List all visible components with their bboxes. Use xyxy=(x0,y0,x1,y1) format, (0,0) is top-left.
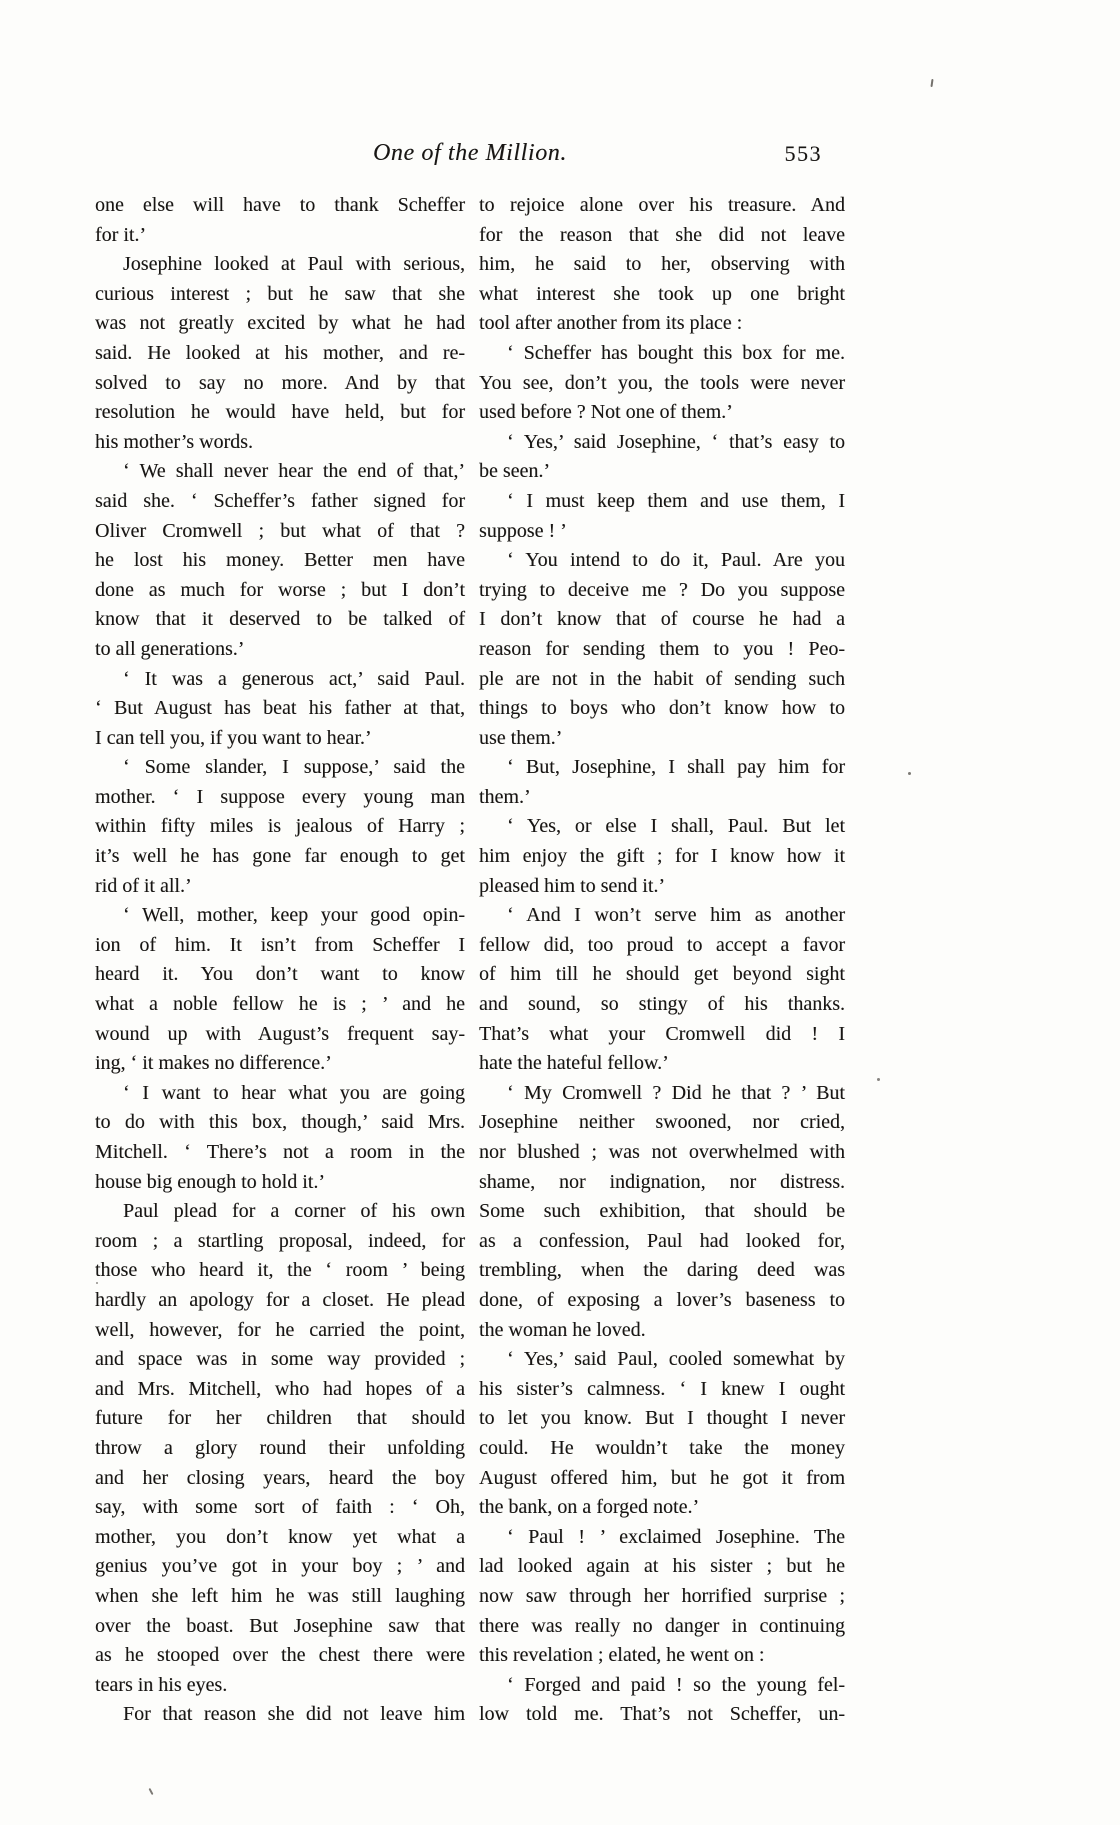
page-header xyxy=(95,138,845,172)
text-line: what a noble fellow he is ; ’ and he xyxy=(95,993,465,1016)
text-line: rid of it all.’ xyxy=(95,874,192,897)
text-line: pleased him to send it.’ xyxy=(479,874,666,897)
text-line: used before ? Not one of them.’ xyxy=(479,401,733,424)
text-line: to rejoice alone over his treasure. And xyxy=(479,194,845,216)
running-title: One of the Million. xyxy=(372,140,568,166)
text-line: I can tell you, if you want to hear.’ xyxy=(95,726,372,749)
text-line: solved to say no more. And by that xyxy=(95,371,465,394)
text-line: ‘ But August has beat his father at that, xyxy=(95,697,465,720)
text-line: the bank, on a forged note.’ xyxy=(479,1496,700,1519)
scan-speck xyxy=(877,1078,880,1081)
text-line: them.’ xyxy=(479,785,531,808)
text-line: ‘ Paul ! ’ exclaimed Josephine. The xyxy=(507,1525,845,1548)
text-line: those who heard it, the ‘ room ’ being xyxy=(95,1259,465,1282)
text-line: was not greatly excited by what he had xyxy=(95,312,465,335)
text-line: tool after another from its place : xyxy=(479,312,743,335)
text-line: reason for sending them to you ! Peo- xyxy=(479,637,845,660)
text-line: and her closing years, heard the boy xyxy=(95,1466,465,1489)
text-line: be seen.’ xyxy=(479,460,551,483)
scan-speck xyxy=(96,1282,98,1284)
text-line: room ; a startling proposal, indeed, for xyxy=(95,1229,465,1252)
text-line: hardly an apology for a closet. He plead xyxy=(95,1288,465,1311)
text-line: as a confession, Paul had looked for, xyxy=(479,1229,845,1252)
text-line: heard it. You don’t want to know xyxy=(95,963,465,986)
text-line: now saw through her horrified surprise ; xyxy=(479,1584,845,1607)
text-line: Mitchell. ‘ There’s not a room in the xyxy=(95,1141,465,1163)
text-line: mother, you don’t know yet what a xyxy=(95,1525,465,1548)
text-columns xyxy=(95,191,845,1730)
text-line: hate the hateful fellow.’ xyxy=(479,1052,669,1075)
text-line: ‘ We shall never hear the end of that,’ xyxy=(123,460,465,483)
text-line: fellow did, too proud to accept a favor xyxy=(479,933,845,956)
text-line: tears in his eyes. xyxy=(95,1673,228,1696)
text-line: ‘ It was a generous act,’ said Paul. xyxy=(123,667,465,690)
text-line: ‘ Some slander, I suppose,’ said the xyxy=(123,756,465,779)
text-line: ‘ Yes, or else I shall, Paul. But let xyxy=(507,815,845,838)
text-line: shame, nor indignation, nor distress. xyxy=(479,1170,845,1193)
text-line: could. He wouldn’t take the money xyxy=(479,1436,845,1459)
text-line: use them.’ xyxy=(479,726,563,749)
text-line: lad looked again at his sister ; but he xyxy=(479,1555,845,1578)
text-line: his mother’s words. xyxy=(95,430,253,453)
text-line: Josephine looked at Paul with serious, xyxy=(123,253,465,276)
text-line: That’s what your Cromwell did ! I xyxy=(479,1022,845,1045)
text-line: when she left him he was still laughing xyxy=(95,1584,465,1607)
text-line: For that reason she did not leave him xyxy=(123,1703,465,1726)
text-line: ple are not in the habit of sending such xyxy=(479,667,845,690)
text-line: future for her children that should xyxy=(95,1407,465,1430)
text-line: Paul plead for a corner of his own xyxy=(123,1200,465,1223)
text-line: his sister’s calmness. ‘ I knew I ought xyxy=(479,1377,845,1400)
text-line: over the boast. But Josephine saw that xyxy=(95,1614,465,1637)
text-line: ‘ My Cromwell ? Did he that ? ’ But xyxy=(507,1081,845,1104)
text-line: ‘ Scheffer has bought this box for me. xyxy=(507,341,845,364)
text-line: him enjoy the gift ; for I know how it xyxy=(479,845,845,868)
text-line: ‘ Yes,’ said Paul, cooled somewhat by xyxy=(507,1348,845,1371)
text-line: ‘ Forged and paid ! so the young fel- xyxy=(507,1673,845,1696)
scan-speck xyxy=(930,79,933,87)
text-line: as he stooped over the chest there were xyxy=(95,1644,465,1667)
text-line: I don’t know that of course he had a xyxy=(479,608,845,631)
text-line: done as much for worse ; but I don’t xyxy=(95,578,465,601)
text-line: to all generations.’ xyxy=(95,637,245,660)
text-line: trying to deceive me ? Do you suppose xyxy=(479,578,845,601)
text-line: things to boys who don’t know how to xyxy=(479,697,845,720)
text-line: to let you know. But I thought I never xyxy=(479,1407,845,1430)
text-line: genius you’ve got in your boy ; ’ and xyxy=(95,1555,465,1578)
text-line: curious interest ; but he saw that she xyxy=(95,282,465,305)
text-line: Some such exhibition, that should be xyxy=(479,1200,845,1223)
text-line: for the reason that she did not leave xyxy=(479,223,845,246)
text-line: done, of exposing a lover’s baseness to xyxy=(479,1288,845,1311)
text-line: throw a glory round their unfolding xyxy=(95,1436,465,1459)
text-line: and space was in some way provided ; xyxy=(95,1348,465,1371)
text-line: say, with some sort of faith : ‘ Oh, xyxy=(95,1496,465,1519)
text-line: him, he said to her, observing with xyxy=(479,253,845,276)
text-line: ‘ I want to hear what you are going xyxy=(123,1081,465,1104)
text-line: know that it deserved to be talked of xyxy=(95,608,465,631)
text-line: ‘ And I won’t serve him as another xyxy=(507,904,845,927)
text-line: it’s well he has gone far enough to get xyxy=(95,845,465,868)
text-line: what interest she took up one bright xyxy=(479,282,845,305)
text-line: there was really no danger in continuing xyxy=(479,1614,845,1637)
text-line: trembling, when the daring deed was xyxy=(479,1259,845,1282)
text-line: ion of him. It isn’t from Scheffer I xyxy=(95,933,465,956)
text-line: said. He looked at his mother, and re- xyxy=(95,341,465,364)
text-line: ‘ Yes,’ said Josephine, ‘ that’s easy to xyxy=(507,430,845,453)
text-line: well, however, for he carried the point, xyxy=(95,1318,465,1341)
text-line: the woman he loved. xyxy=(479,1318,646,1341)
scan-speck xyxy=(908,772,911,775)
text-line: wound up with August’s frequent say- xyxy=(95,1022,465,1045)
text-line: ing, ‘ it makes no difference.’ xyxy=(95,1052,332,1075)
text-line: nor blushed ; was not overwhelmed with xyxy=(479,1141,845,1163)
text-line: and sound, so stingy of his thanks. xyxy=(479,993,845,1016)
text-line: You see, don’t you, the tools were never xyxy=(479,371,845,394)
text-line: house big enough to hold it.’ xyxy=(95,1170,325,1193)
text-line: and Mrs. Mitchell, who had hopes of a xyxy=(95,1377,465,1400)
text-line: for it.’ xyxy=(95,223,147,246)
text-line: Josephine neither swooned, nor cried, xyxy=(479,1111,845,1134)
text-line: August offered him, but he got it from xyxy=(479,1466,845,1489)
text-line: to do with this box, though,’ said Mrs. xyxy=(95,1111,465,1134)
text-line: said she. ‘ Scheffer’s father signed for xyxy=(95,489,465,512)
text-line: one else will have to thank Scheffer xyxy=(95,194,465,216)
text-line: low told me. That’s not Scheffer, un- xyxy=(479,1703,845,1726)
text-line: ‘ You intend to do it, Paul. Are you xyxy=(507,549,845,572)
text-line: suppose ! ’ xyxy=(479,519,567,542)
text-line: mother. ‘ I suppose every young man xyxy=(95,785,465,808)
text-line: ‘ But, Josephine, I shall pay him for xyxy=(507,756,845,779)
text-line: he lost his money. Better men have xyxy=(95,549,465,572)
text-line: ‘ Well, mother, keep your good opin- xyxy=(123,904,465,927)
column-left xyxy=(95,191,465,1730)
text-line: of him till he should get beyond sight xyxy=(479,963,845,986)
page-number: 553 xyxy=(784,141,822,166)
scan-speck xyxy=(148,1788,153,1795)
text-line: Oliver Cromwell ; but what of that ? xyxy=(95,519,465,542)
column-right xyxy=(479,191,845,1730)
text-line: resolution he would have held, but for xyxy=(95,401,465,424)
text-line: ‘ I must keep them and use them, I xyxy=(507,489,845,512)
text-line: this revelation ; elated, he went on : xyxy=(479,1644,765,1667)
text-line: within fifty miles is jealous of Harry ; xyxy=(95,815,465,838)
